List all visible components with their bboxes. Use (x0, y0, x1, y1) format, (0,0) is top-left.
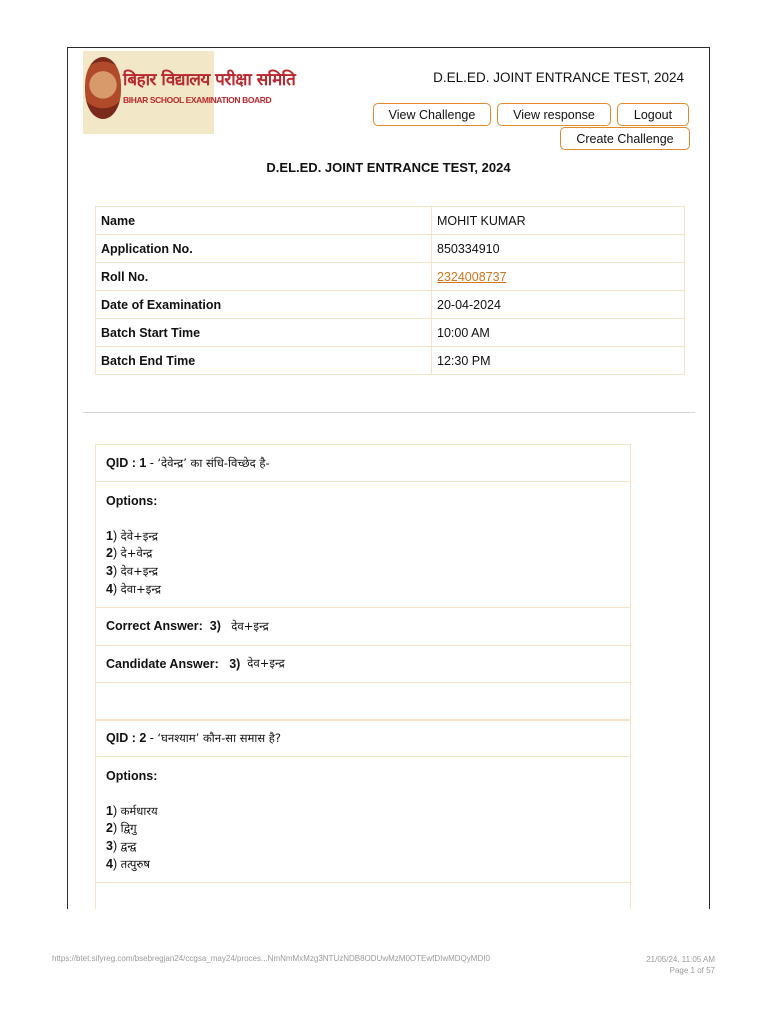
logout-button[interactable]: Logout (617, 103, 689, 126)
qid-label: QID : (106, 456, 136, 470)
options-section (96, 482, 630, 608)
batch-end-label: Batch End Time (96, 347, 432, 375)
candidate-answer-label: Candidate Answer: (106, 656, 219, 671)
question-text: ‘देवेन्द्र’ का संधि-विच्छेद है- (157, 455, 270, 470)
correct-answer-row (96, 608, 630, 646)
response-sheet (67, 47, 710, 909)
option-item: 2) दे+वेन्द्र (106, 546, 153, 561)
batch-start-value: 10:00 AM (432, 319, 685, 347)
candidate-answer-row (96, 646, 630, 684)
header-title: D.EL.ED. JOINT ENTRANCE TEST, 2024 (433, 70, 684, 85)
question-header: QID : 1 - ‘देवेन्द्र’ का संधि-विच्छेद है- (96, 445, 630, 482)
page-title: D.EL.ED. JOINT ENTRANCE TEST, 2024 (266, 160, 511, 175)
option-item: 1) देवे+इन्द्र (106, 528, 159, 543)
qid-label: QID : (106, 731, 136, 745)
table-row (96, 291, 685, 319)
view-response-button[interactable]: View response (497, 103, 611, 126)
options-label: Options: (106, 769, 158, 783)
option-item: 2) द्विगु (106, 821, 137, 836)
create-challenge-button[interactable]: Create Challenge (560, 127, 690, 150)
question-text: ‘घनश्याम’ कौन-सा समास है? (157, 730, 281, 745)
name-value: MOHIT KUMAR (432, 207, 685, 235)
application-no-value: 850334910 (432, 235, 685, 263)
table-row (96, 235, 685, 263)
options-label: Options: (106, 494, 158, 508)
logo-english-text: BIHAR SCHOOL EXAMINATION BOARD (123, 95, 272, 105)
blank-row (96, 883, 630, 909)
table-row (96, 207, 685, 235)
correct-answer-label: Correct Answer: (106, 619, 203, 634)
qid-number: 1 (139, 456, 147, 470)
blank-row (96, 683, 630, 721)
application-no-label: Application No. (96, 235, 432, 263)
table-row (96, 319, 685, 347)
table-row (96, 263, 685, 291)
exam-date-value: 20-04-2024 (432, 291, 685, 319)
bseb-seal-icon (85, 57, 121, 119)
option-item: 1) कर्मधारय (106, 803, 158, 818)
question-block-2 (95, 719, 631, 909)
correct-answer-number: 3) (209, 619, 221, 634)
option-item: 4) तत्पुरुष (106, 856, 150, 871)
table-row (96, 347, 685, 375)
view-challenge-button[interactable]: View Challenge (373, 103, 491, 126)
option-item: 3) द्वन्द्व (106, 839, 137, 854)
options-section (96, 757, 630, 883)
option-item: 3) देव+इन्द्र (106, 564, 159, 579)
qid-number: 2 (139, 731, 147, 745)
bseb-logo (83, 51, 296, 134)
question-block-1 (95, 444, 631, 721)
footer-datetime: 21/05/24, 11:05 AM (646, 955, 715, 964)
logo-hindi-text: बिहार विद्यालय परीक्षा समिति (123, 70, 296, 90)
batch-end-value: 12:30 PM (432, 347, 685, 375)
option-item: 4) देवा+इन्द्र (106, 581, 162, 596)
footer-url: https://btet.sifyreg.com/bsebregjan24/ccgsa_may24/proces...NmNmMxMzg3NTUzNDB8ODUwMzM0OTEwfDIwMDQyMDI0 (52, 954, 490, 963)
roll-no-link[interactable]: 2324008737 (437, 269, 507, 284)
exam-date-label: Date of Examination (96, 291, 432, 319)
candidate-details-table (95, 206, 685, 375)
question-header: QID : 2 - ‘घनश्याम’ कौन-सा समास है? (96, 720, 630, 757)
candidate-answer-number: 3) (229, 656, 241, 671)
divider (83, 412, 695, 413)
roll-no-label: Roll No. (96, 263, 432, 291)
name-label: Name (96, 207, 432, 235)
footer-info (646, 954, 715, 976)
batch-start-label: Batch Start Time (96, 319, 432, 347)
candidate-answer-text: देव+इन्द्र (247, 656, 285, 671)
footer-page-number: Page 1 of 57 (669, 966, 715, 975)
correct-answer-text: देव+इन्द्र (231, 618, 269, 633)
